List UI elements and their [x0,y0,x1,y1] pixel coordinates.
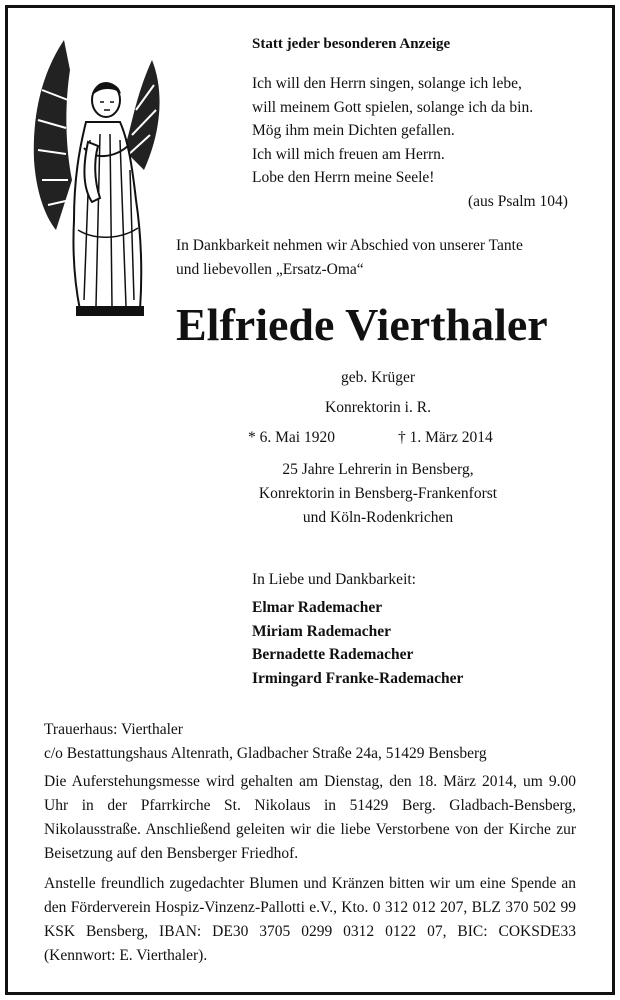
poem-line: Ich will mich freuen am Herrn. [252,145,445,163]
poem-line: Lobe den Herrn meine Seele! [252,169,435,186]
family-member: Irmingard Franke-Rademacher [252,669,464,687]
notice-header: Statt jeder besonderen Anzeige [252,36,451,52]
mourning-house-address: c/o Bestattungshaus Altenrath, Gladbacher Straße 24a, 51429 Bensberg [44,745,487,762]
thanks-line: In Liebe und Dankbarkeit: [252,571,416,588]
poem-source: (aus Psalm 104) [468,193,568,210]
family-list [252,596,463,690]
career-line: 25 Jahre Lehrerin in Bensberg, [282,461,474,478]
poem-line: Ich will den Herrn singen, solange ich lebe, [252,75,522,92]
poem [252,72,533,190]
family-member: Bernadette Rademacher [252,646,414,663]
poem-line: will meinem Gott spielen, solange ich da bin. [252,98,534,116]
intro-line: In Dankbarkeit nehmen wir Abschied von unserer Tante [176,237,523,254]
birth-date: * 6. Mai 1920 [248,429,335,446]
donation-paragraph: Anstelle freundlich zugedachter Blumen und Kränzen bitten wir um eine Spende an den Förderverein Hospiz-Vinzenz-Pallotti e.V., Kto. 0 312 012 207, BLZ 370 502 99 KSK Bensberg, IBAN: DE30 3705 0299 0312 0122 07, BIC: COKSDE33 (Kennwort: E. Vierthaler). [44,875,576,964]
family-member: Elmar Rademacher [252,599,383,616]
birth-name: geb. Krüger [340,369,416,386]
poem-line: Mög ihm mein Dichten gefallen. [252,122,455,139]
family-member: Miriam Rademacher [252,622,392,640]
mourning-house-label: Trauerhaus: Vierthaler [44,721,183,738]
death-date: † 1. März 2014 [398,429,493,446]
deceased-title: Konrektorin i. R. [325,399,431,416]
career-line: Konrektorin in Bensberg-Frankenforst [258,485,498,502]
angel-statue-icon [24,30,170,320]
deceased-name: Elfriede Vierthaler [176,299,548,350]
intro-line: und liebevollen „Ersatz-Oma“ [176,261,364,278]
mass-paragraph: Die Auferstehungsmesse wird gehalten am Dienstag, den 18. März 2014, um 9.00 Uhr in der Pfarrkirche St. Nikolaus in 51429 Berg. Gladbach-Bensberg, Nikolausstraße. Anschließend geleiten wir die liebe Verstorbene von der Kirche zur Beisetzung auf den Bensberger Friedhof. [44,773,576,862]
career-line: und Köln-Rodenkrichen [302,509,454,526]
